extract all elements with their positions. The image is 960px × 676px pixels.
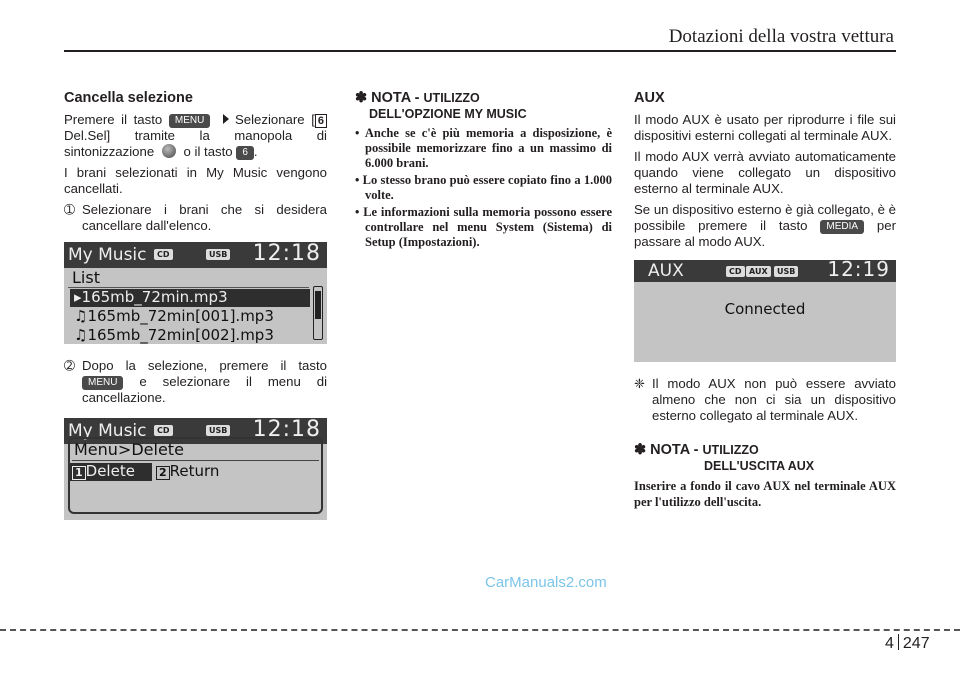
text: Premere il tasto xyxy=(64,112,163,127)
list-item: ♫165mb_72min[002].mp3 xyxy=(74,326,274,344)
tune-knob-icon xyxy=(162,144,176,158)
paragraph xyxy=(634,202,896,250)
column-right xyxy=(634,90,896,510)
note-symbol: ✽ NOTA - xyxy=(634,442,703,458)
text: Del.Sel] tramite la manopola di sintonizzazione xyxy=(64,128,327,159)
media-key-badge: MEDIA xyxy=(820,220,864,234)
text: Se un dispositivo esterno è già collegato, è è possibile premere il tasto xyxy=(634,202,896,233)
note-bullet: • Anche se c'è più memoria a disposizione, è possibile memorizzare fino a un massimo di 6.000 brani. xyxy=(355,126,612,170)
list-item: ♫165mb_72min[001].mp3 xyxy=(74,307,274,325)
menu-label: Menu>Delete xyxy=(74,440,184,459)
header-rule xyxy=(64,50,896,52)
note-body-aux: Inserire a fondo il cavo AUX nel terminale AUX per l'utilizzo dell'uscita. xyxy=(634,479,896,509)
paragraph: Il modo AUX è usato per riprodurre i file sui dispositivi esterni collegati al terminale AUX. xyxy=(634,112,896,143)
text: DELL'USCITA AUX xyxy=(704,459,815,473)
text: Selezionare [ xyxy=(234,112,315,127)
screen-status-bar xyxy=(64,242,327,268)
warning-symbol-icon: ❈ xyxy=(634,376,646,391)
list-label: List xyxy=(72,268,100,287)
cd-chip: CD xyxy=(154,249,173,260)
chapter-number: 4 xyxy=(885,635,894,652)
step-number: ➁ xyxy=(64,358,76,373)
text: e selezionare il menu di cancellazione. xyxy=(82,374,327,405)
text: o il tasto xyxy=(183,144,233,159)
note-bullet: • Lo stesso brano può essere copiato fino a 1.000 volte. xyxy=(355,173,612,202)
paragraph: Il modo AUX verrà avviato automaticamente quando viene collegato un dispositivo esterno al terminale AUX. xyxy=(634,149,896,196)
screen-title: My Music xyxy=(68,421,147,441)
warning-text: Il modo AUX non può essere avviato almeno che non ci sia un dispositivo esterno collegato al terminale AUX. xyxy=(652,376,896,423)
text: UTILIZZO xyxy=(702,443,759,457)
paragraph-deleted: I brani selezionati in My Music vengono cancellati. xyxy=(64,165,327,196)
footer-rule xyxy=(0,629,960,631)
step-1 xyxy=(64,202,327,234)
usb-chip: USB xyxy=(206,249,230,260)
number-box: 6 xyxy=(315,114,327,128)
section-heading-cancella: Cancella selezione xyxy=(64,90,193,106)
note-bullet: • Le informazioni sulla memoria possono essere controllare nel menu System (Sistema) di Setup (Impostazioni). xyxy=(355,205,612,249)
screen-aux-connected xyxy=(634,260,896,362)
menu-key-badge: MENU xyxy=(169,114,210,128)
cd-chip: CD xyxy=(154,425,173,436)
step-text xyxy=(82,358,327,406)
column-middle xyxy=(355,90,612,252)
step-number: ➀ xyxy=(64,202,76,217)
screen-menu-delete xyxy=(64,418,327,520)
usb-chip: USB xyxy=(774,266,798,277)
scrollbar-thumb xyxy=(315,291,321,319)
option-return: 2 Return xyxy=(156,462,219,480)
screen-status-bar xyxy=(634,260,896,282)
usb-chip: USB xyxy=(206,425,230,436)
key-6-badge: 6 xyxy=(236,146,254,160)
step-text: Selezionare i brani che si desidera cancellare dall'elenco. xyxy=(82,202,327,233)
screen-clock: 12:19 xyxy=(827,260,890,281)
text: UTILIZZO xyxy=(423,91,480,105)
page-separator xyxy=(898,634,899,650)
paragraph-instructions xyxy=(64,112,327,160)
aux-warning xyxy=(634,376,896,424)
connection-status: Connected xyxy=(724,300,806,318)
screen-title: AUX xyxy=(648,261,684,281)
page-number xyxy=(885,634,930,653)
note-title-my-music xyxy=(355,90,612,122)
note-symbol: ✽ NOTA - xyxy=(355,90,424,106)
scrollbar xyxy=(313,286,323,340)
screen-title: My Music xyxy=(68,245,147,265)
section-heading-aux: AUX xyxy=(634,90,665,106)
menu-key-badge: MENU xyxy=(82,376,123,390)
page-digits: 247 xyxy=(902,635,930,652)
screen-clock: 12:18 xyxy=(252,418,321,442)
column-left xyxy=(64,90,327,520)
step-2 xyxy=(64,358,327,406)
watermark-link[interactable]: CarManuals2.com xyxy=(485,574,607,591)
note-bullet-list xyxy=(355,126,612,250)
text: Dopo la selezione, premere il tasto xyxy=(82,358,327,373)
text: per passare al modo AUX. xyxy=(634,218,896,249)
list-item: ▸165mb_72min.mp3 xyxy=(74,288,228,306)
arrow-right-icon xyxy=(223,114,229,124)
screen-clock: 12:18 xyxy=(252,242,321,266)
note-title-aux xyxy=(634,442,896,474)
header-title: Dotazioni della vostra vettura xyxy=(668,26,894,47)
aux-chip: AUX xyxy=(746,266,771,277)
text: . xyxy=(253,144,258,159)
divider xyxy=(72,460,319,461)
cd-chip: CD xyxy=(726,266,745,277)
text: DELL'OPZIONE MY MUSIC xyxy=(369,107,527,121)
option-delete: 1 Delete xyxy=(72,462,135,480)
screen-my-music-list xyxy=(64,242,327,344)
